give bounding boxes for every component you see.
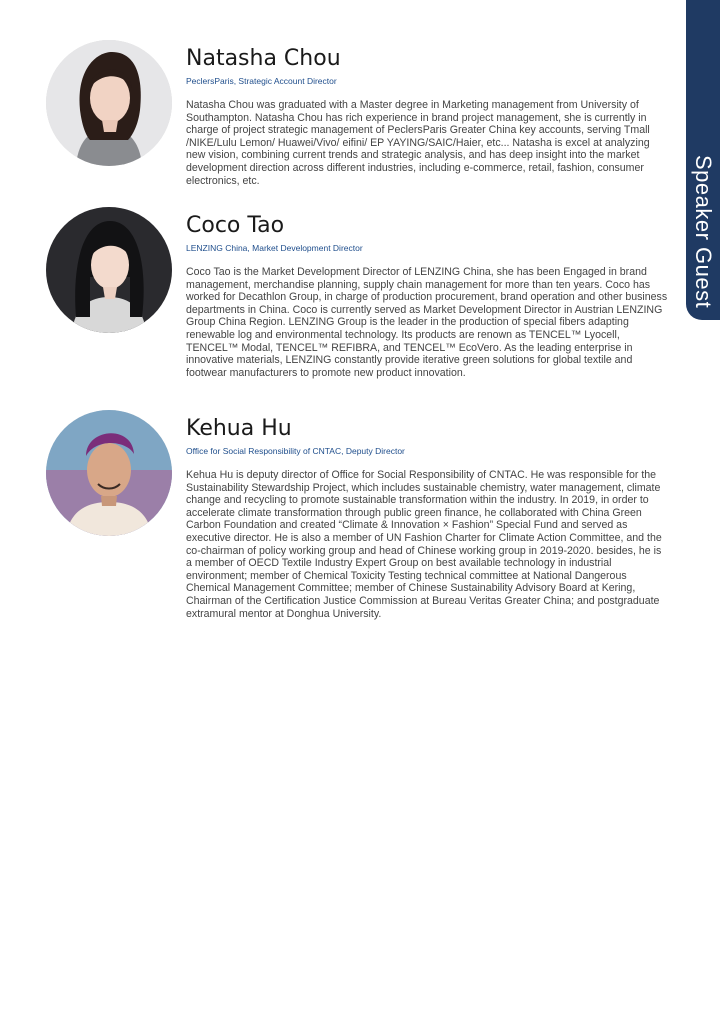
speaker-info	[186, 213, 670, 379]
avatar-coco-tao	[46, 207, 172, 333]
side-tab-label-wrap	[686, 0, 720, 320]
speaker-bio: Kehua Hu is deputy director of Office for Social Responsibility of CNTAC. He was responsible for the Sustainability Stewardship Project, which includes sustainable chemistry, water management, climate change and recycling to promote sustainable transformation within the industry. In 2019, in order to accelerate climate transformation through public green finance, he collaborated with China Green Carbon Foundation and created “Climate & Innovation × Fashion” Special Fund and served as executive director. He is also a member of UN Fashion Charter for Climate Action Committee, and the co-chairman of policy working group and head of Chinese working group in 2019-2020. besides, he is a member of OECD Textile Industry Expert Group on best available technology in industrial environment; member of Chemical Toxicity Testing technical committee at National Dangerous Chemical Management Committee; member of Chinese Sustainability Advisory Board at Kering, Chairman of the Certification Justice Commission at Bureau Veritas Greater China; and postgraduate extramural mentor at Donghua University.	[186, 469, 662, 620]
speaker-name: Kehua Hu	[186, 416, 292, 441]
portrait-coco-icon	[46, 207, 172, 333]
portrait-kehua-icon	[46, 410, 172, 536]
speaker-bio: Natasha Chou was graduated with a Master degree in Marketing management from University of Southampton. Natasha Chou has rich experience in brand project management, she is currently in charge of project strategic management of PeclersParis Greater China key accounts, serving Tmall /NIKE/Lulu Lemon/ Huawei/Vivo/ eifini/ EP YAYING/SAIC/Haier, etc... Natasha is excel at analyzing new vision, combining current trends and strategic analysis, and has deep insight into the market development direction across different industries, including e-commerce, retail, fashion, consumer electronics, etc.	[186, 99, 650, 187]
speaker-info	[186, 46, 670, 187]
speaker-role: Office for Social Responsibility of CNTAC, Deputy Director	[186, 446, 405, 456]
avatar-kehua-hu	[46, 410, 172, 536]
speaker-bio: Coco Tao is the Market Development Director of LENZING China, she has been Engaged in brand management, merchandise planning, supply chain management for more than ten years. Coco has worked for Decathlon Group, in charge of production procurement, brand operation and other business departments in China. Coco is currently served as Market Development Director in Austrian LENZING Group China Region. LENZING Group is the leader in the production of special fibers adapting renewable log and environmental technology. Its products are renown as TENCEL™ Lyocell, TENCEL™ Modal, TENCEL™ REFIBRA, and TENCEL™ EcoVero. As the leading enterprise in innovative materials, LENZING constantly provide iterative green solutions for global textile and footwear manufacturers to promote new product innovation.	[186, 266, 668, 379]
portrait-natasha-icon	[46, 40, 172, 166]
side-tab-label: Speaker Guest	[691, 154, 716, 308]
speaker-name: Coco Tao	[186, 213, 285, 238]
avatar-natasha-chou	[46, 40, 172, 166]
speaker-name: Natasha Chou	[186, 46, 341, 71]
side-tab	[686, 0, 720, 320]
speaker-info	[186, 416, 670, 620]
speaker-role: LENZING China, Market Development Director	[186, 243, 363, 253]
speaker-role: PeclersParis, Strategic Account Director	[186, 76, 337, 86]
